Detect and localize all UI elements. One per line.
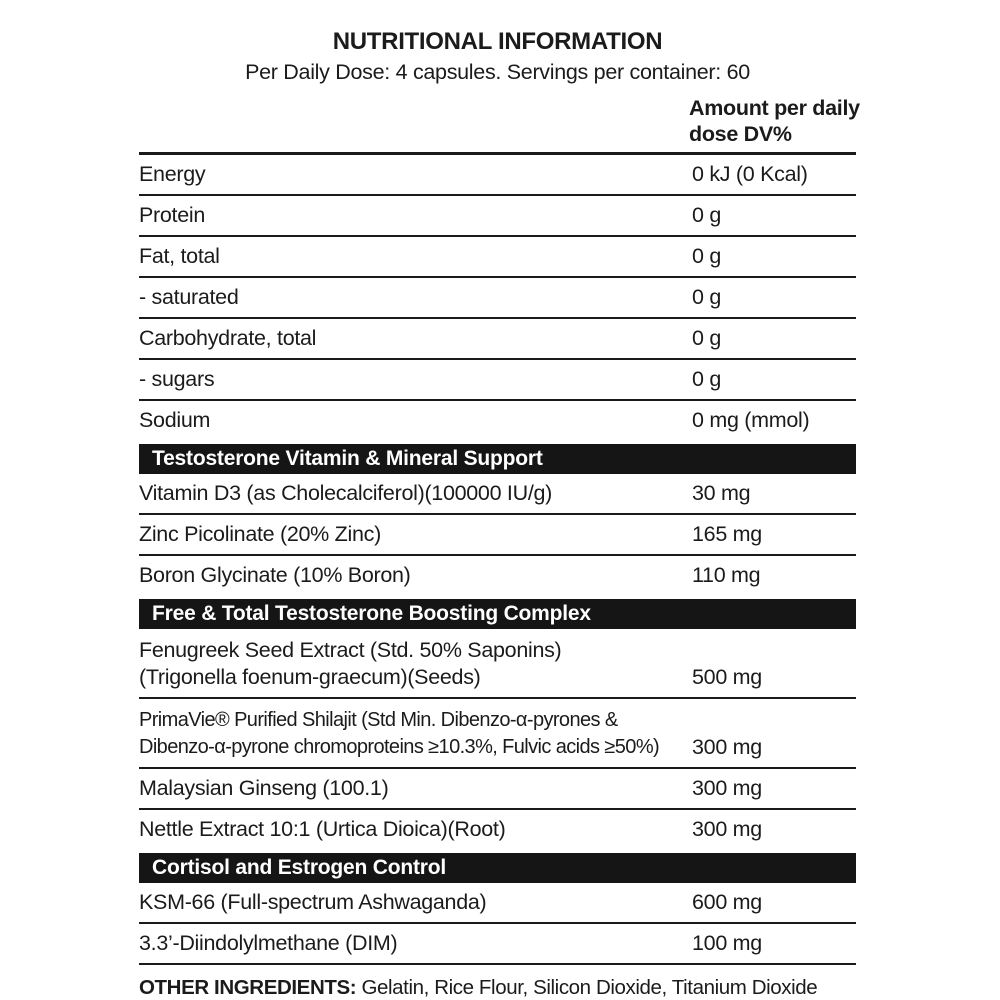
ingredient-amount: 100 mg xyxy=(692,931,762,955)
section-title: Testosterone Vitamin & Mineral Support xyxy=(152,447,543,470)
nutrient-amount: 0 g xyxy=(692,326,721,350)
ingredient-name: Malaysian Ginseng (100.1) xyxy=(139,776,389,800)
nutrient-amount: 0 g xyxy=(692,285,721,309)
label-title: NUTRITIONAL INFORMATION xyxy=(332,28,663,55)
nutrient-amount: 0 g xyxy=(692,244,721,268)
ingredient-amount: 500 mg xyxy=(692,665,762,689)
ingredient-amount: 300 mg xyxy=(692,817,762,841)
nutrient-name: - saturated xyxy=(139,285,239,309)
nutrient-row-protein xyxy=(139,196,856,237)
ingredient-row-ksm66 xyxy=(139,883,856,924)
ingredient-amount: 110 mg xyxy=(692,563,761,587)
ingredient-name: KSM-66 (Full-spectrum Ashwaganda) xyxy=(139,890,487,914)
nutrient-name: - sugars xyxy=(139,367,215,391)
nutrient-name: Sodium xyxy=(139,408,211,432)
ingredient-row-shilajit xyxy=(139,699,856,769)
other-ingredients xyxy=(139,976,856,1000)
other-ingredients-label: OTHER INGREDIENTS: xyxy=(139,976,357,999)
ingredient-name: 3.3’-Diindolylmethane (DIM) xyxy=(139,931,398,955)
ingredient-name: Vitamin D3 (as Cholecalciferol)(100000 IU/g) xyxy=(139,481,553,505)
ingredient-row-boron xyxy=(139,556,856,595)
section-title: Cortisol and Estrogen Control xyxy=(152,856,447,879)
ingredient-row-dim xyxy=(139,924,856,965)
ingredient-amount: 30 mg xyxy=(692,481,751,505)
ingredient-name xyxy=(139,637,692,691)
nutrient-row-energy xyxy=(139,155,856,196)
ingredient-name: Boron Glycinate (10% Boron) xyxy=(139,563,411,587)
section-header-bar xyxy=(139,853,856,883)
nutrient-amount: 0 kJ (0 Kcal) xyxy=(692,162,808,186)
amount-column-header: Amount per daily dose DV% xyxy=(689,96,860,146)
ingredient-name: Nettle Extract 10:1 (Urtica Dioica)(Root) xyxy=(139,817,506,841)
ingredient-name-line: Dibenzo-α-pyrone chromoproteins ≥10.3%, Fulvic acids ≥50%) xyxy=(139,736,660,758)
ingredient-amount: 165 mg xyxy=(692,522,762,546)
nutrient-row-saturated xyxy=(139,278,856,319)
section-header-bar xyxy=(139,599,856,629)
nutrient-row-sodium xyxy=(139,401,856,440)
ingredient-row-fenugreek xyxy=(139,629,856,699)
ingredient-amount: 300 mg xyxy=(692,776,762,800)
section-header-bar xyxy=(139,444,856,474)
nutrient-amount: 0 g xyxy=(692,203,721,227)
ingredient-name-line: PrimaVie® Purified Shilajit (Std Min. Dibenzo-α-pyrones & xyxy=(139,709,618,731)
label-content xyxy=(139,0,860,1000)
nutrient-amount: 0 mg (mmol) xyxy=(692,408,810,432)
ingredient-name: Zinc Picolinate (20% Zinc) xyxy=(139,522,381,546)
nutrient-row-fat xyxy=(139,237,856,278)
nutrient-name: Fat, total xyxy=(139,244,220,268)
nutrient-name: Energy xyxy=(139,162,206,186)
ingredient-name-line: Fenugreek Seed Extract (Std. 50% Saponins) xyxy=(139,638,562,662)
nutrient-amount: 0 g xyxy=(692,367,721,391)
ingredient-name xyxy=(139,707,692,761)
label-subtitle: Per Daily Dose: 4 capsules. Servings per container: 60 xyxy=(245,60,750,84)
ingredient-row-vitamin-d3 xyxy=(139,474,856,515)
nutrient-row-sugars xyxy=(139,360,856,401)
other-ingredients-list: Gelatin, Rice Flour, Silicon Dioxide, Titanium Dioxide xyxy=(356,976,818,999)
ingredient-amount: 300 mg xyxy=(692,735,762,759)
ingredient-row-ginseng xyxy=(139,769,856,810)
section-title: Free & Total Testosterone Boosting Complex xyxy=(152,602,591,625)
ingredient-row-nettle xyxy=(139,810,856,849)
ingredient-name-line: (Trigonella foenum-graecum)(Seeds) xyxy=(139,665,481,689)
ingredient-row-zinc xyxy=(139,515,856,556)
ingredient-amount: 600 mg xyxy=(692,890,762,914)
nutrient-name: Carbohydrate, total xyxy=(139,326,317,350)
nutrient-name: Protein xyxy=(139,203,206,227)
nutrient-row-carbohydrate xyxy=(139,319,856,360)
